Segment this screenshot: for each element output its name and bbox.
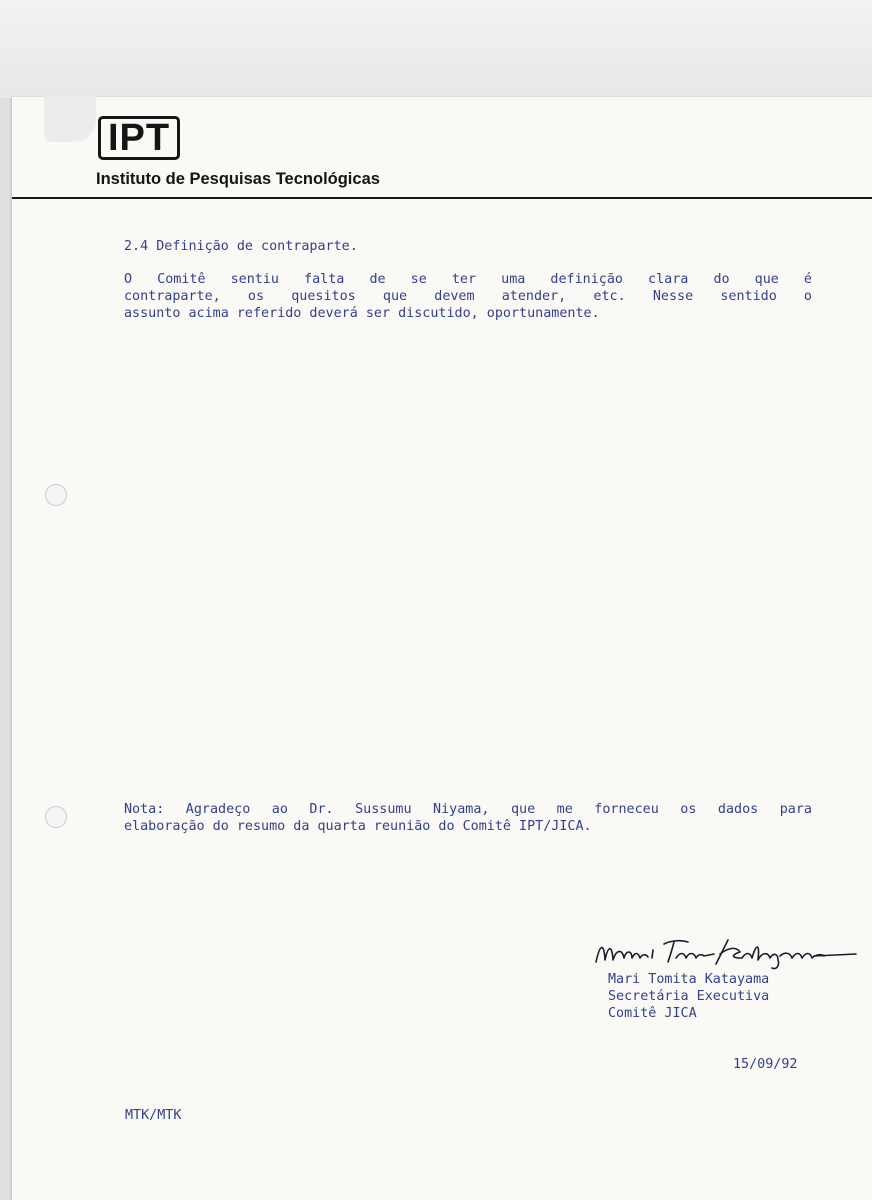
section-title: 2.4 Definição de contraparte. — [124, 239, 358, 254]
signatory-name: Mari Tomita Katayama — [608, 972, 770, 987]
paragraph-line: contraparte, os quesitos que devem atender, etc. Nesse sentido o — [124, 289, 812, 304]
note-paragraph — [124, 801, 812, 835]
paragraph-line: O Comitê sentiu falta de se ter uma definição clara do que é — [124, 272, 812, 287]
ipt-logo: IPT — [98, 116, 180, 160]
signature-block — [608, 971, 769, 1022]
section-paragraph — [124, 271, 812, 322]
note-line: elaboração do resumo da quarta reunião do Comitê IPT/JICA. — [124, 819, 592, 834]
document-page — [12, 97, 872, 1200]
signatory-title: Secretária Executiva — [608, 989, 770, 1004]
signatory-committee: Comitê JICA — [608, 1006, 697, 1021]
header-divider — [12, 197, 872, 199]
punch-hole-bottom — [45, 806, 67, 828]
punch-hole-top — [45, 484, 67, 506]
note-line: Nota: Agradeço ao Dr. Sussumu Niyama, que me forneceu os dados para — [124, 802, 812, 817]
handwritten-signature — [590, 930, 860, 972]
reference-initials: MTK/MTK — [125, 1108, 182, 1123]
organization-name: Instituto de Pesquisas Tecnológicas — [96, 170, 380, 188]
scanner-background — [0, 0, 872, 98]
document-date: 15/09/92 — [733, 1057, 798, 1072]
torn-corner — [44, 96, 96, 142]
paragraph-line: assunto acima referido deverá ser discutido, oportunamente. — [124, 306, 600, 321]
